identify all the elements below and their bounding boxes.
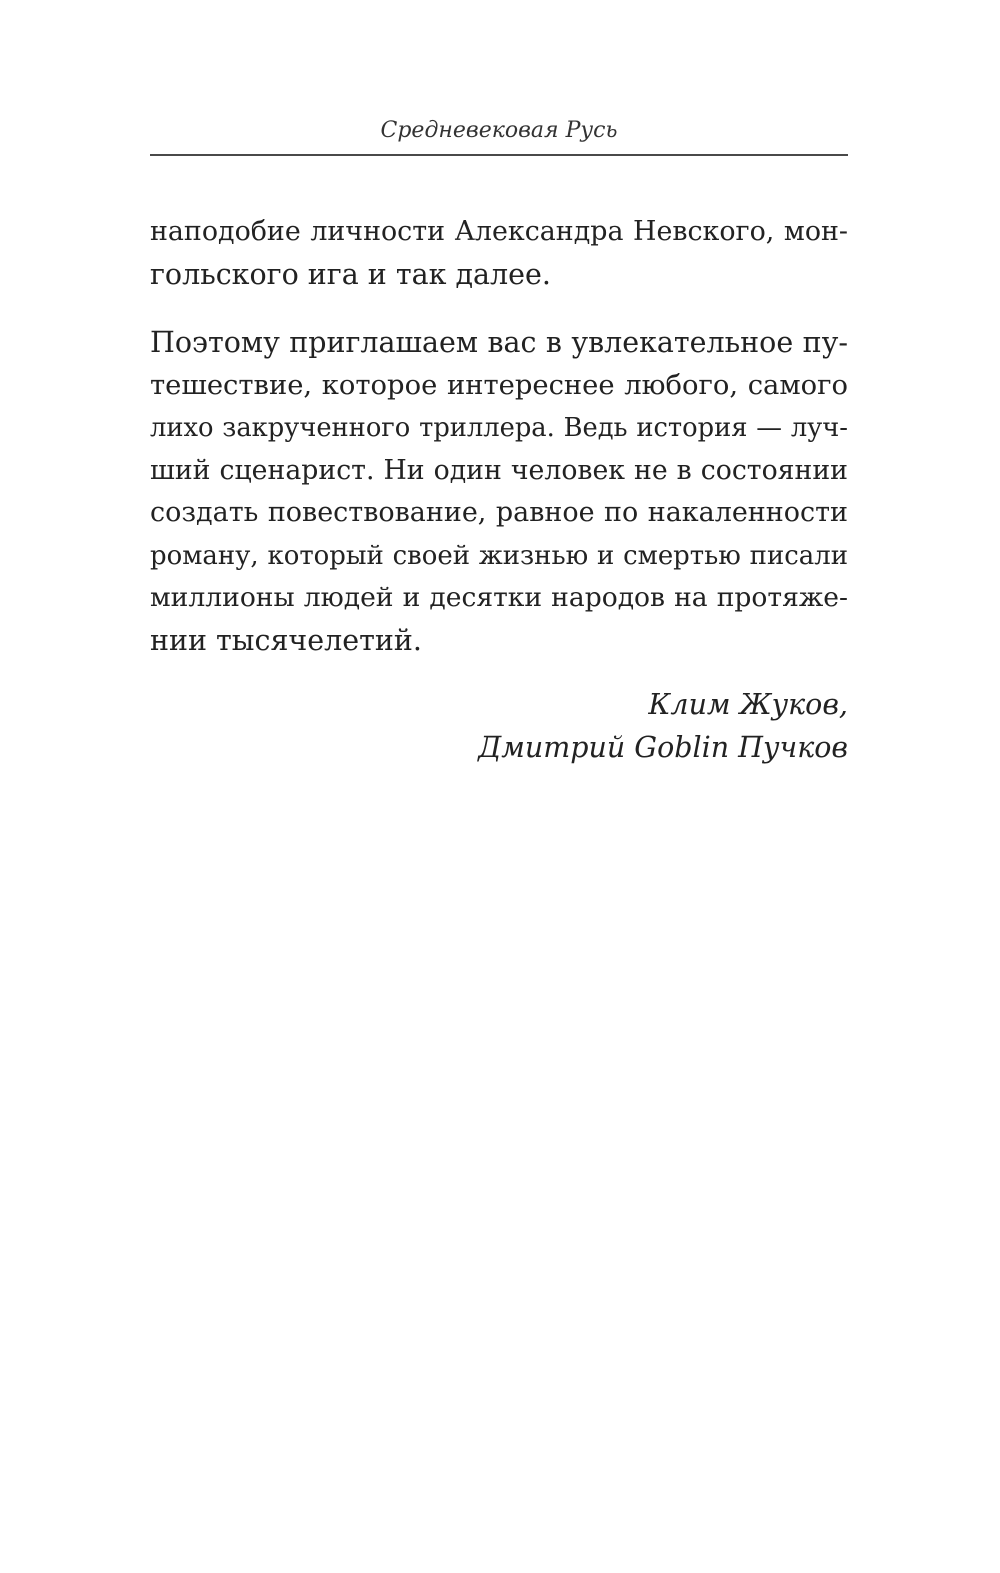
text-line: нии тысячелетий. [150,623,422,657]
signature-line-1: Клим Жуков, [648,688,848,721]
text-line: лихо закрученного триллера. Ведь история — луч- [150,413,848,443]
text-line: Поэтому приглашаем вас в увлекательное пу- [150,326,848,359]
text-line: гольского ига и так далее. [150,257,551,291]
text-line: ший сценарист. Ни один человек не в состоянии [150,454,848,486]
text-line: миллионы людей и десятки народов на протяже- [150,582,848,613]
paragraph-gap [150,296,848,322]
text-line: создать повествование, равное по накаленности [150,497,848,528]
paragraph-1 [150,211,848,296]
body-text [150,211,848,662]
author-signature [150,684,848,769]
text-line: тешествие, которое интереснее любого, самого [150,369,848,401]
running-header [150,112,848,156]
paragraph-2 [150,322,848,662]
running-header-title: Средневековая Русь [380,118,618,143]
signature-line-2: Дмитрий Goblin Пучков [478,730,848,764]
text-line: наподобие личности Александра Невского, мон- [150,216,848,247]
text-line: роману, который своей жизнью и смертью писали [150,540,848,571]
